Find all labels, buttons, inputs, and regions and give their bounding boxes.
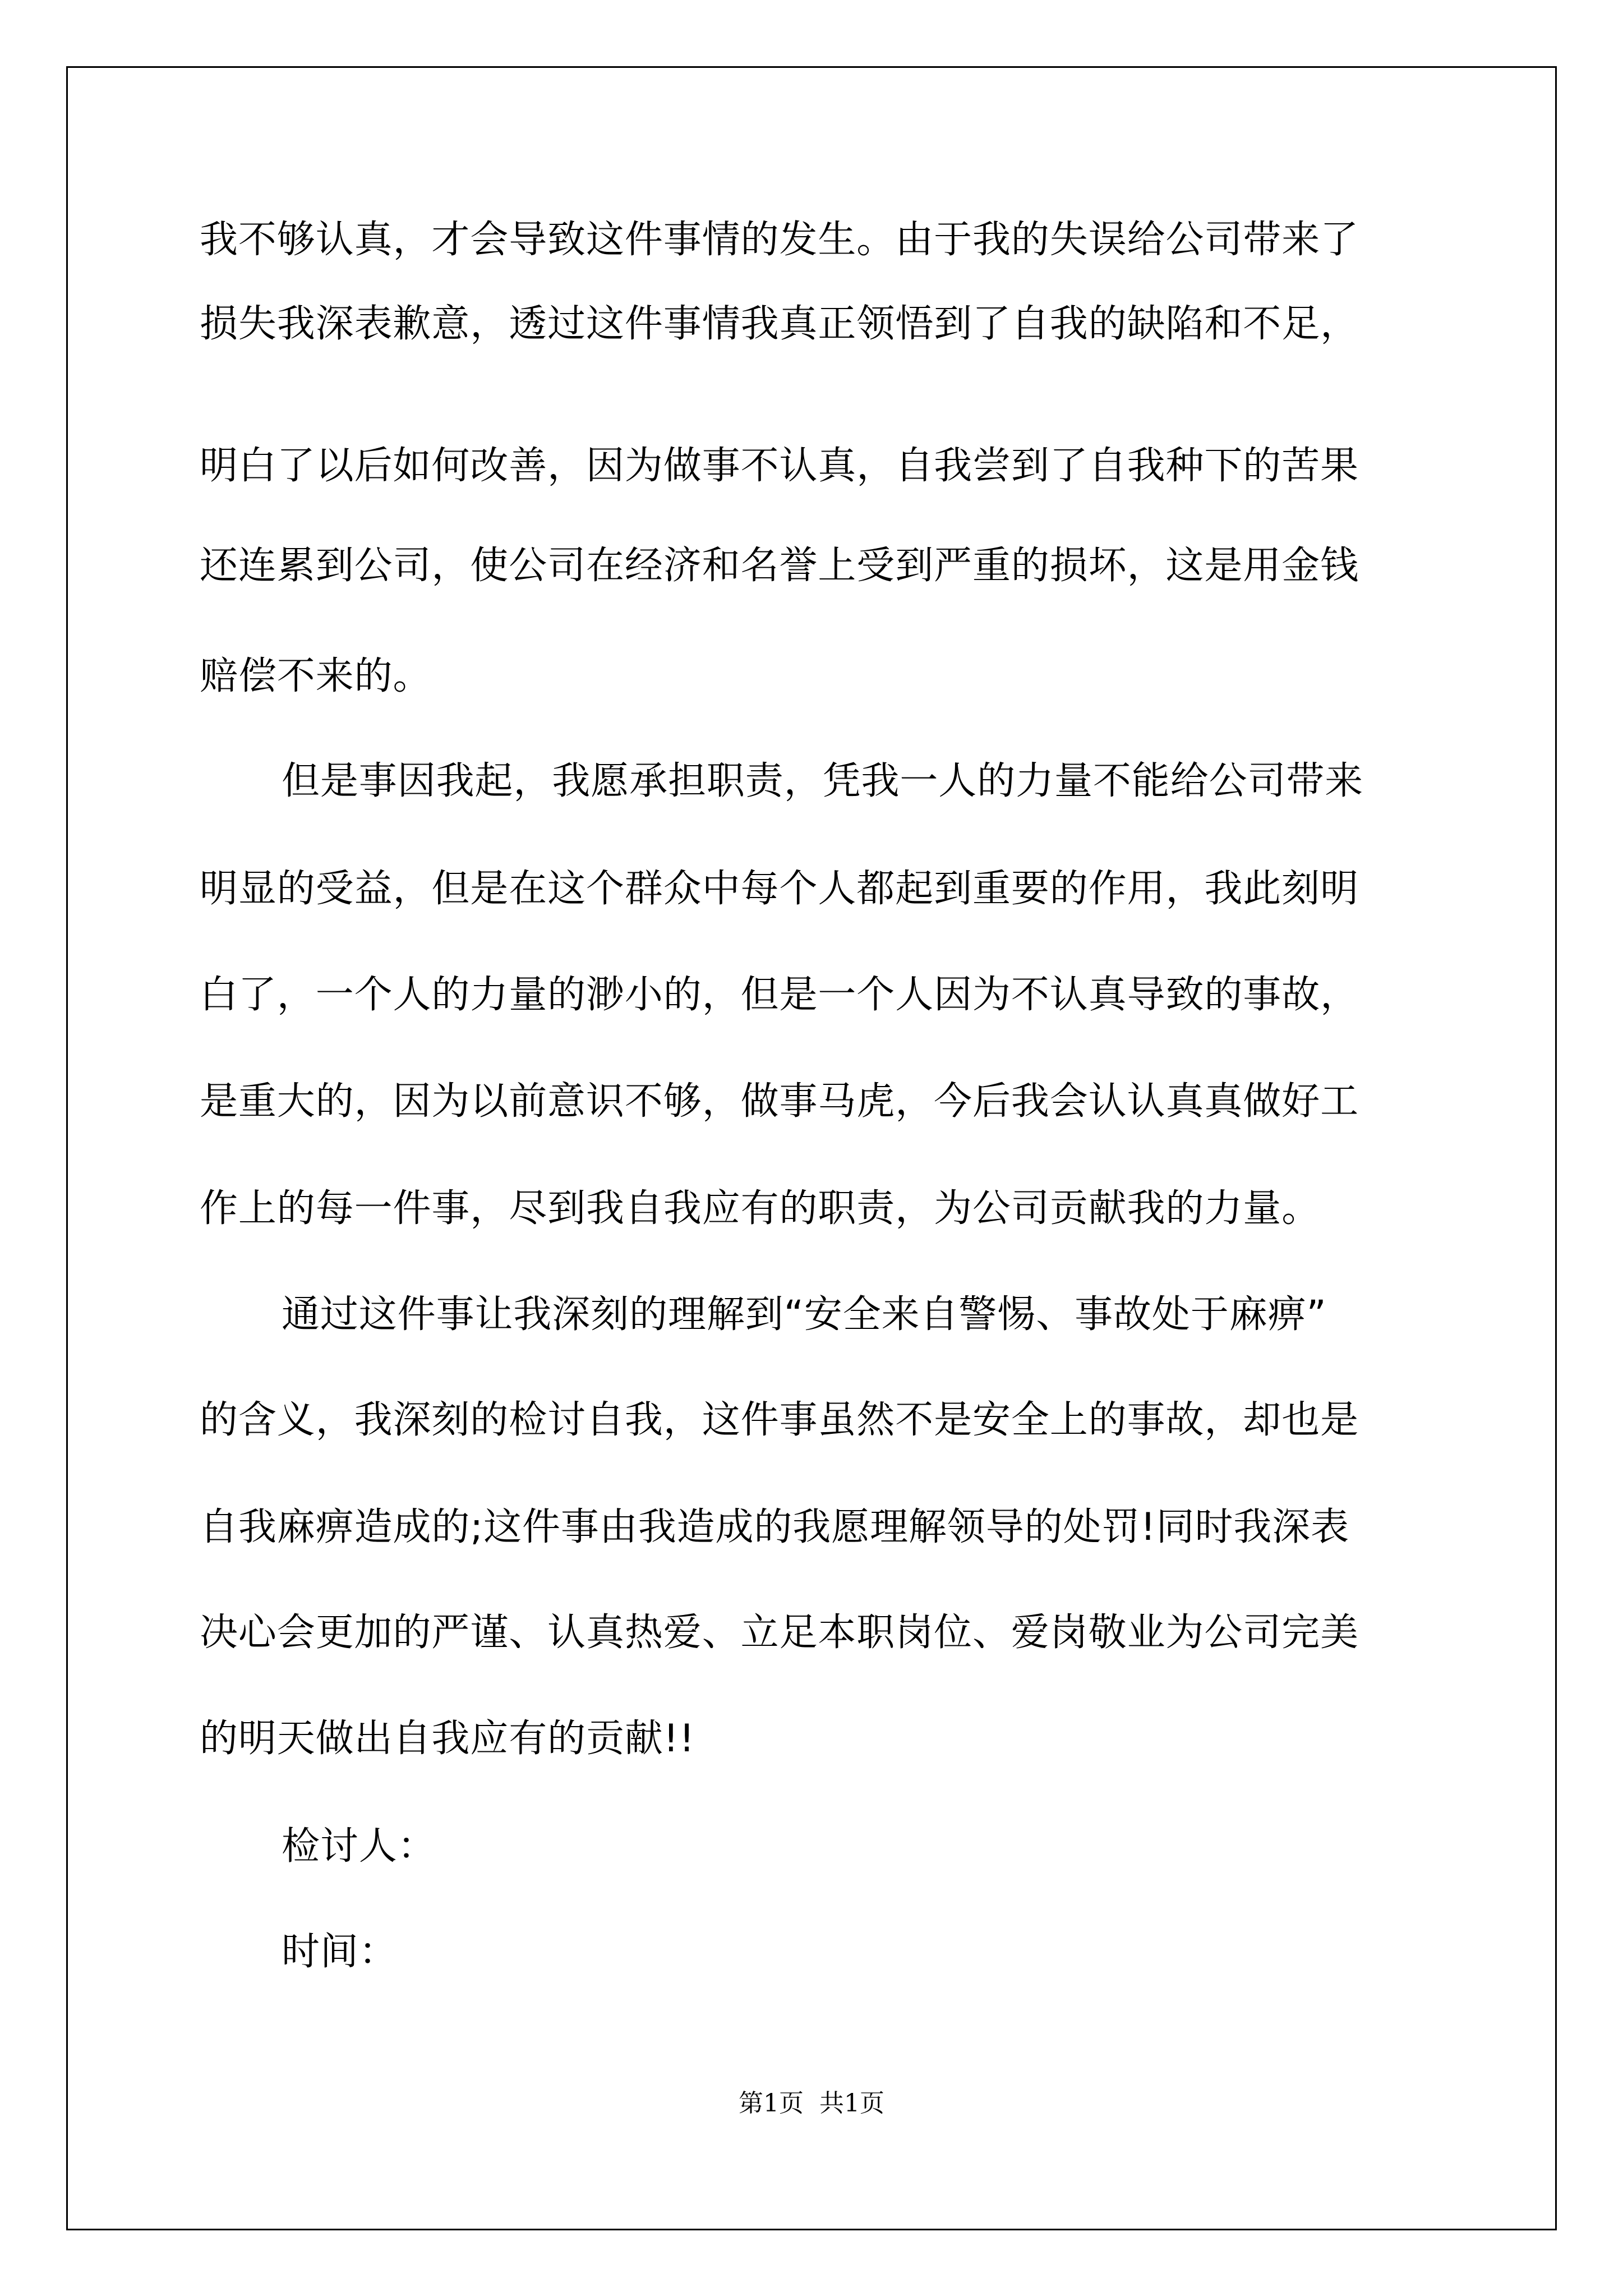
reviewer-label: 检讨人： (282, 1824, 436, 1869)
page-number-footer: 第1页 共1页 (739, 2089, 884, 2118)
paragraph-1-line-2: 损失我深表歉意，透过这件事情我真正领悟到了自我的缺陷和不足， (200, 302, 1359, 346)
paragraph-3-line-5: 的明天做出自我应有的贡献!! (200, 1717, 695, 1761)
paragraph-1-line-5: 赔偿不来的。 (200, 654, 432, 698)
paragraph-3-line-2: 的含义，我深刻的检讨自我，这件事虽然不是安全上的事故，却也是 (200, 1398, 1359, 1442)
paragraph-2-line-3: 白了，一个人的力量的渺小的，但是一个人因为不认真导致的事故， (200, 973, 1359, 1017)
paragraph-3-line-3: 自我麻痹造成的;这件事由我造成的我愿理解领导的处罚!同时我深表 (200, 1505, 1350, 1549)
paragraph-1-line-1: 我不够认真，才会导致这件事情的发生。由于我的失误给公司带来了 (200, 218, 1359, 262)
paragraph-3-line-4: 决心会更加的严谨、认真热爱、立足本职岗位、爱岗敬业为公司完美 (200, 1611, 1359, 1655)
paragraph-2-line-4: 是重大的，因为以前意识不够，做事马虎，今后我会认认真真做好工 (200, 1079, 1359, 1124)
page-border (66, 66, 1557, 2230)
paragraph-2-line-2: 明显的受益，但是在这个群众中每个人都起到重要的作用，我此刻明 (200, 867, 1359, 911)
paragraph-1-line-4: 还连累到公司，使公司在经济和名誉上受到严重的损坏，这是用金钱 (200, 544, 1359, 588)
paragraph-2-line-5: 作上的每一件事，尽到我自我应有的职责，为公司贡献我的力量。 (200, 1186, 1321, 1231)
paragraph-1-line-3: 明白了以后如何改善，因为做事不认真，自我尝到了自我种下的苦果 (200, 444, 1359, 488)
paragraph-3-line-1: 通过这件事让我深刻的理解到“安全来自警惕、事故处于麻痹” (282, 1292, 1327, 1337)
paragraph-2-line-1: 但是事因我起，我愿承担职责，凭我一人的力量不能给公司带来 (282, 759, 1364, 803)
date-label: 时间： (282, 1930, 398, 1974)
